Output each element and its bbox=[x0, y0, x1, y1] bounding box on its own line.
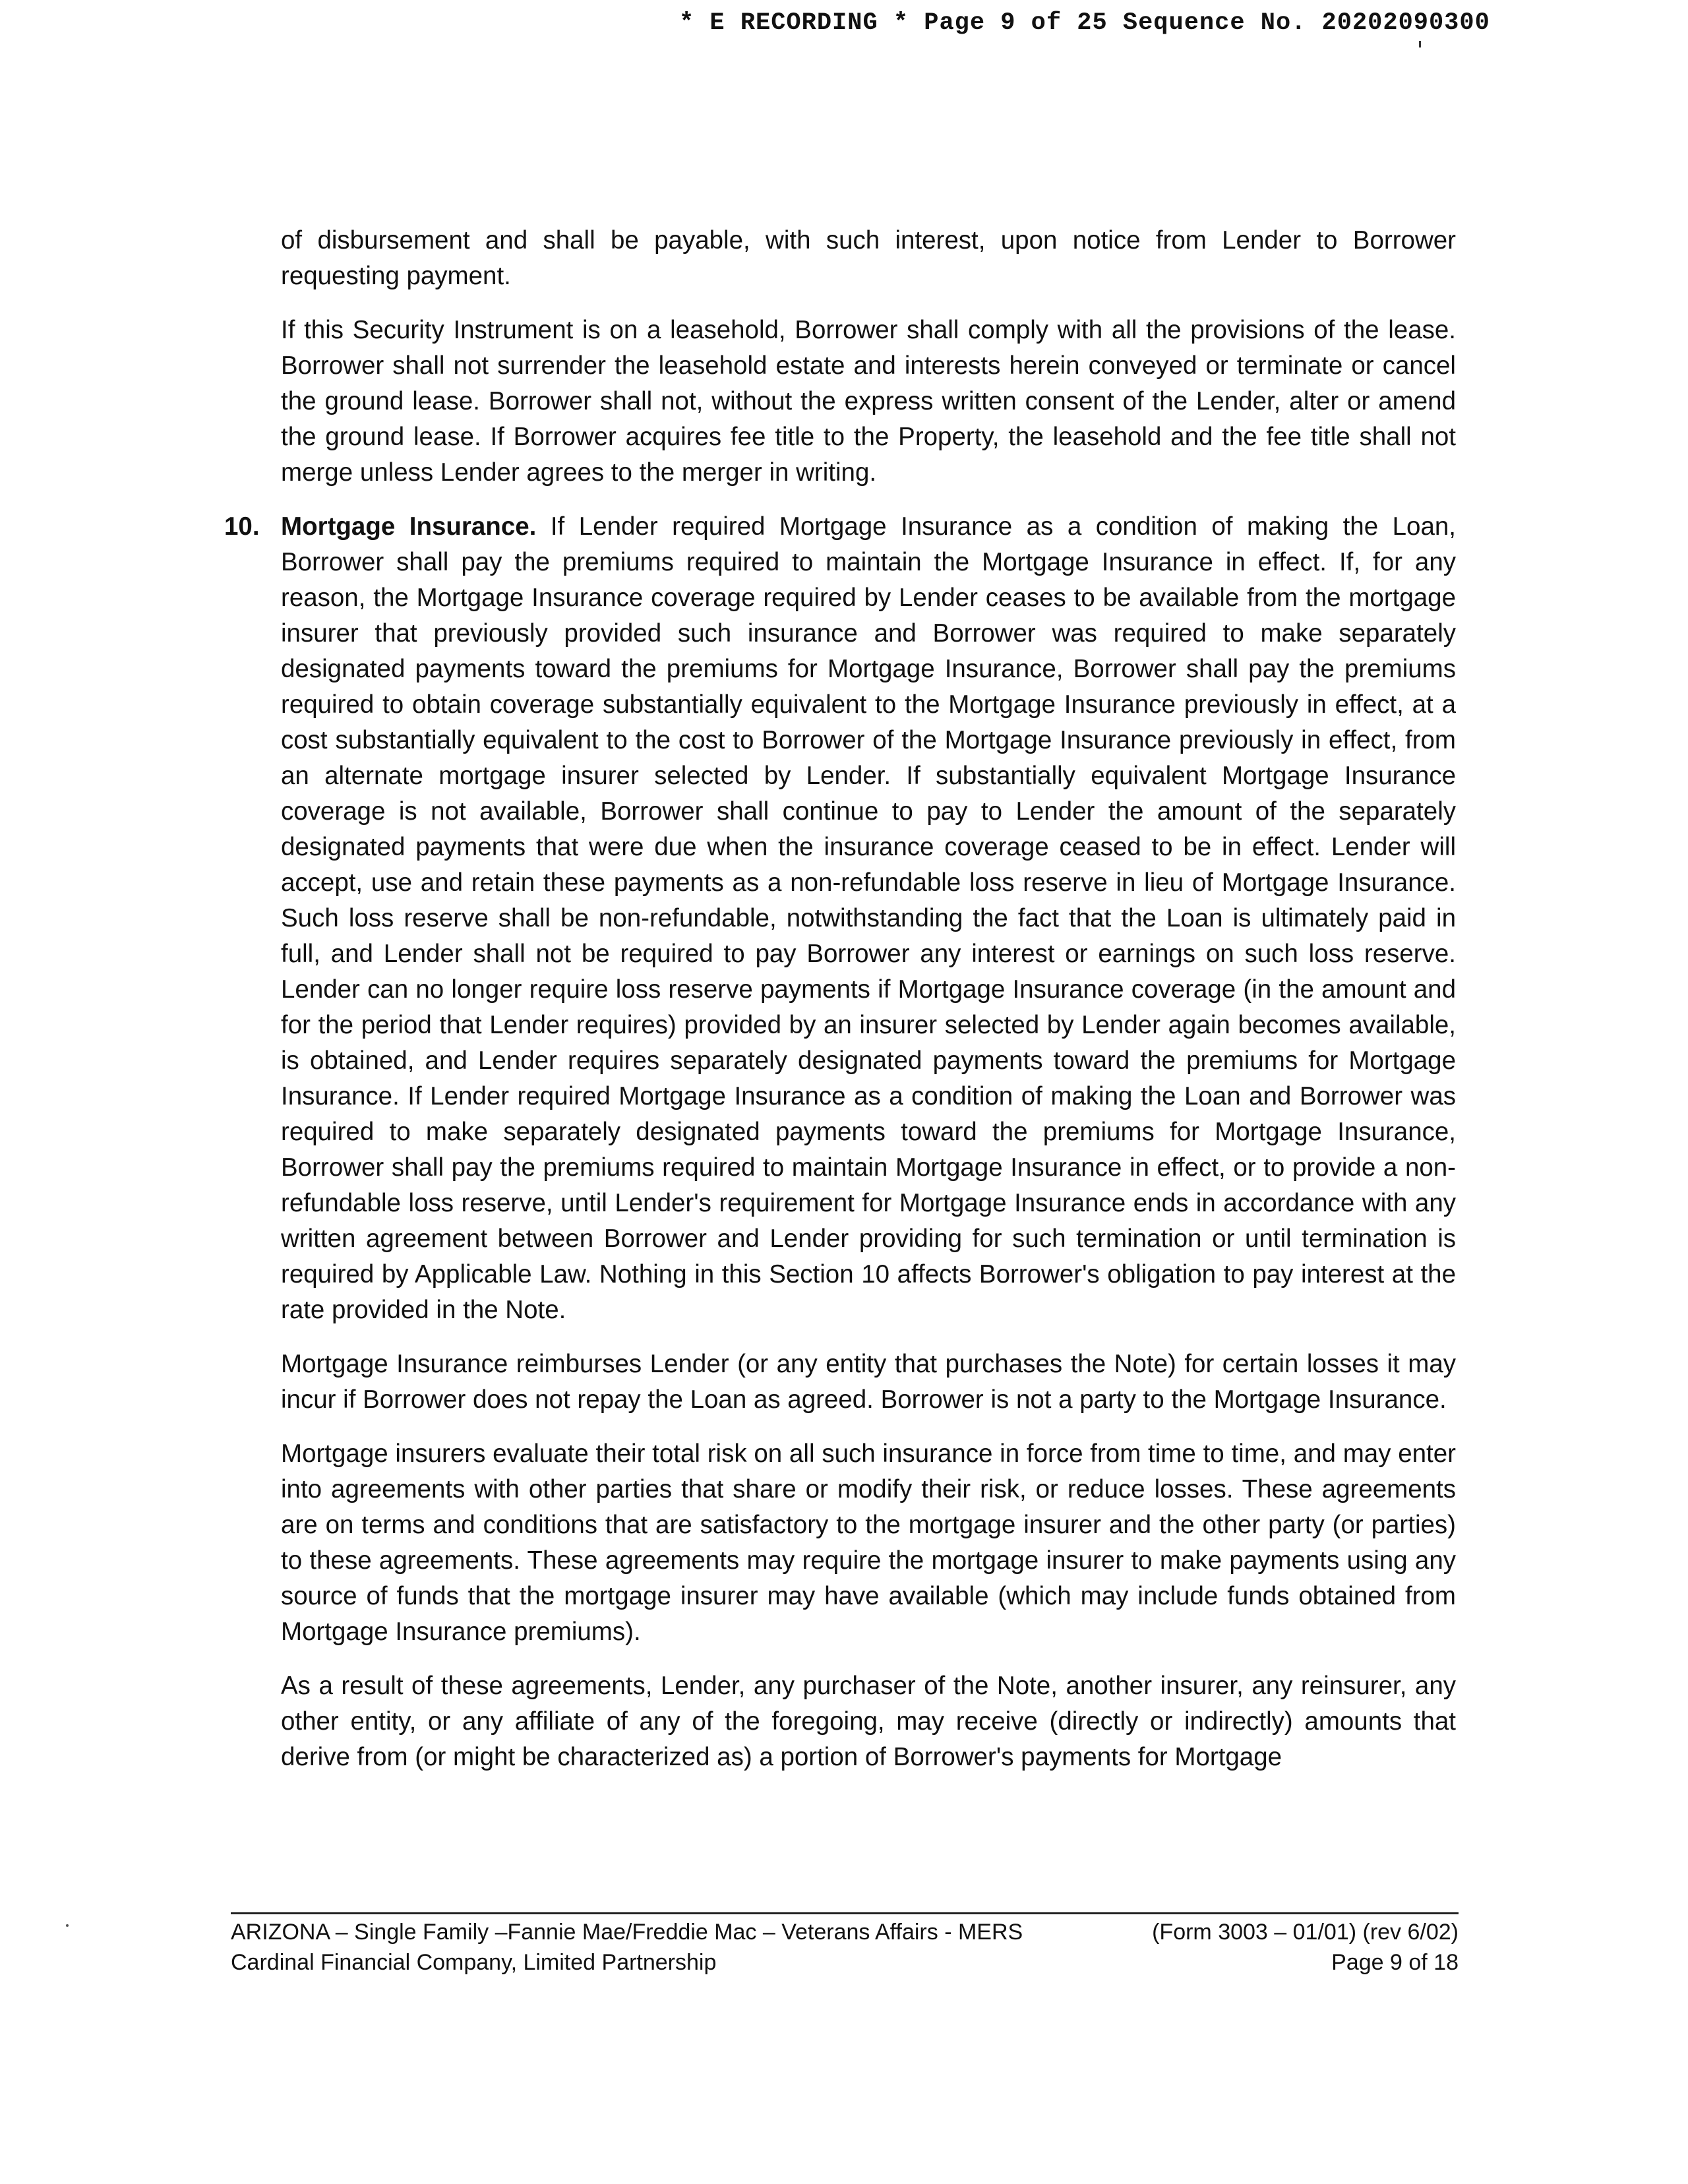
footer-row-2 bbox=[231, 1947, 1459, 1978]
footer-row-1 bbox=[231, 1917, 1459, 1947]
scan-speck bbox=[66, 1924, 69, 1927]
section-heading: Mortgage Insurance. bbox=[281, 512, 537, 541]
paragraph-leasehold: If this Security Instrument is on a leasehold, Borrower shall comply with all the provisions of the lease. Borrower shall not surrender the leasehold estate and interests herein conveyed or terminate or cancel the ground lease. Borrower shall not, without the express written consent of the Lender, alter or amend the ground lease. If Borrower acquires fee title to the Property, the leasehold and the fee title shall not merge unless Lender agrees to the merger in writing. bbox=[281, 316, 1456, 487]
section-10-mortgage-insurance bbox=[224, 509, 1456, 1328]
section-number: 10. bbox=[224, 512, 260, 541]
paragraph-reimburses: Mortgage Insurance reimburses Lender (or any entity that purchases the Note) for certain losses it may incur if Borrower does not repay the Loan as agreed. Borrower is not a party to the Mortgage Insurance. bbox=[281, 1350, 1456, 1414]
paragraph-continued: of disbursement and shall be payable, with such interest, upon notice from Lender to Borrower requesting payment. bbox=[281, 226, 1456, 290]
footer-page-number: Page 9 of 18 bbox=[1331, 1950, 1459, 1975]
footer-form-number: (Form 3003 – 01/01) (rev 6/02) bbox=[1152, 1920, 1459, 1945]
footer-company: Cardinal Financial Company, Limited Partnership bbox=[231, 1950, 717, 1975]
stamp-tick-mark bbox=[1419, 41, 1421, 47]
document-body bbox=[224, 223, 1456, 1794]
paragraph-result: As a result of these agreements, Lender, any purchaser of the Note, another insurer, any reinsurer, any other entity, or any affiliate of any of the foregoing, may receive (directly or indirectly) amounts that derive from (or might be characterized as) a portion of Borrower's payments for Mortgage bbox=[281, 1672, 1456, 1771]
paragraph-insurers: Mortgage insurers evaluate their total risk on all such insurance in force from time to time, and may enter into agreements with other parties that share or modify their risk, or reduce losses. These agreements are on terms and conditions that are satisfactory to the mortgage insurer and the other party (or parties) to these agreements. These agreements may require the mortgage insurer to make payments using any source of funds that the mortgage insurer may have available (which may include funds obtained from Mortgage Insurance premiums). bbox=[281, 1440, 1456, 1646]
recording-stamp bbox=[679, 9, 1602, 37]
section-text: If Lender required Mortgage Insurance as a condition of making the Loan, Borrower shall pay the premiums required to maintain the Mortgage Insurance in effect. If, for any reason, the Mortgage Insurance coverage required by Lender ceases to be available from the mortgage insurer that previously provided such insurance and Borrower was required to make separately designated payments toward the premiums for Mortgage Insurance, Borrower shall pay the premiums required to obtain coverage substantially equivalent to the Mortgage Insurance previously in effect, at a cost substantially equivalent to the cost to Borrower of the Mortgage Insurance previously in effect, from an alternate mortgage insurer selected by Lender. If substantially equivalent Mortgage Insurance coverage is not available, Borrower shall continue to pay to Lender the amount of the separately designated payments that were due when the insurance coverage ceased to be in effect. Lender will accept, use and retain these payments as a non-refundable loss reserve in lieu of Mortgage Insurance. Such loss reserve shall be non-refundable, notwithstanding the fact that the Loan is ultimately paid in full, and Lender shall not be required to pay Borrower any interest or earnings on such loss reserve. Lender can no longer require loss reserve payments if Mortgage Insurance coverage (in the amount and for the period that Lender requires) provided by an insurer selected by Lender again becomes available, is obtained, and Lender requires separately designated payments toward the premiums for Mortgage Insurance. If Lender required Mortgage Insurance as a condition of making the Loan and Borrower was required to make separately designated payments toward the premiums for Mortgage Insurance, Borrower shall pay the premiums required to maintain Mortgage Insurance in effect, or to provide a non-refundable loss reserve, until Lender's requirement for Mortgage Insurance ends in accordance with any written agreement between Borrower and Lender providing for such termination or until termination is required by Applicable Law. Nothing in this Section 10 affects Borrower's obligation to pay interest at the rate provided in the Note. bbox=[281, 512, 1456, 1324]
recording-stamp-text: * E RECORDING * Page 9 of 25 Sequence No. 20202090300 bbox=[679, 9, 1490, 37]
page-footer bbox=[231, 1912, 1459, 1978]
footer-form-title: ARIZONA – Single Family –Fannie Mae/Freddie Mac – Veterans Affairs - MERS bbox=[231, 1920, 1023, 1945]
